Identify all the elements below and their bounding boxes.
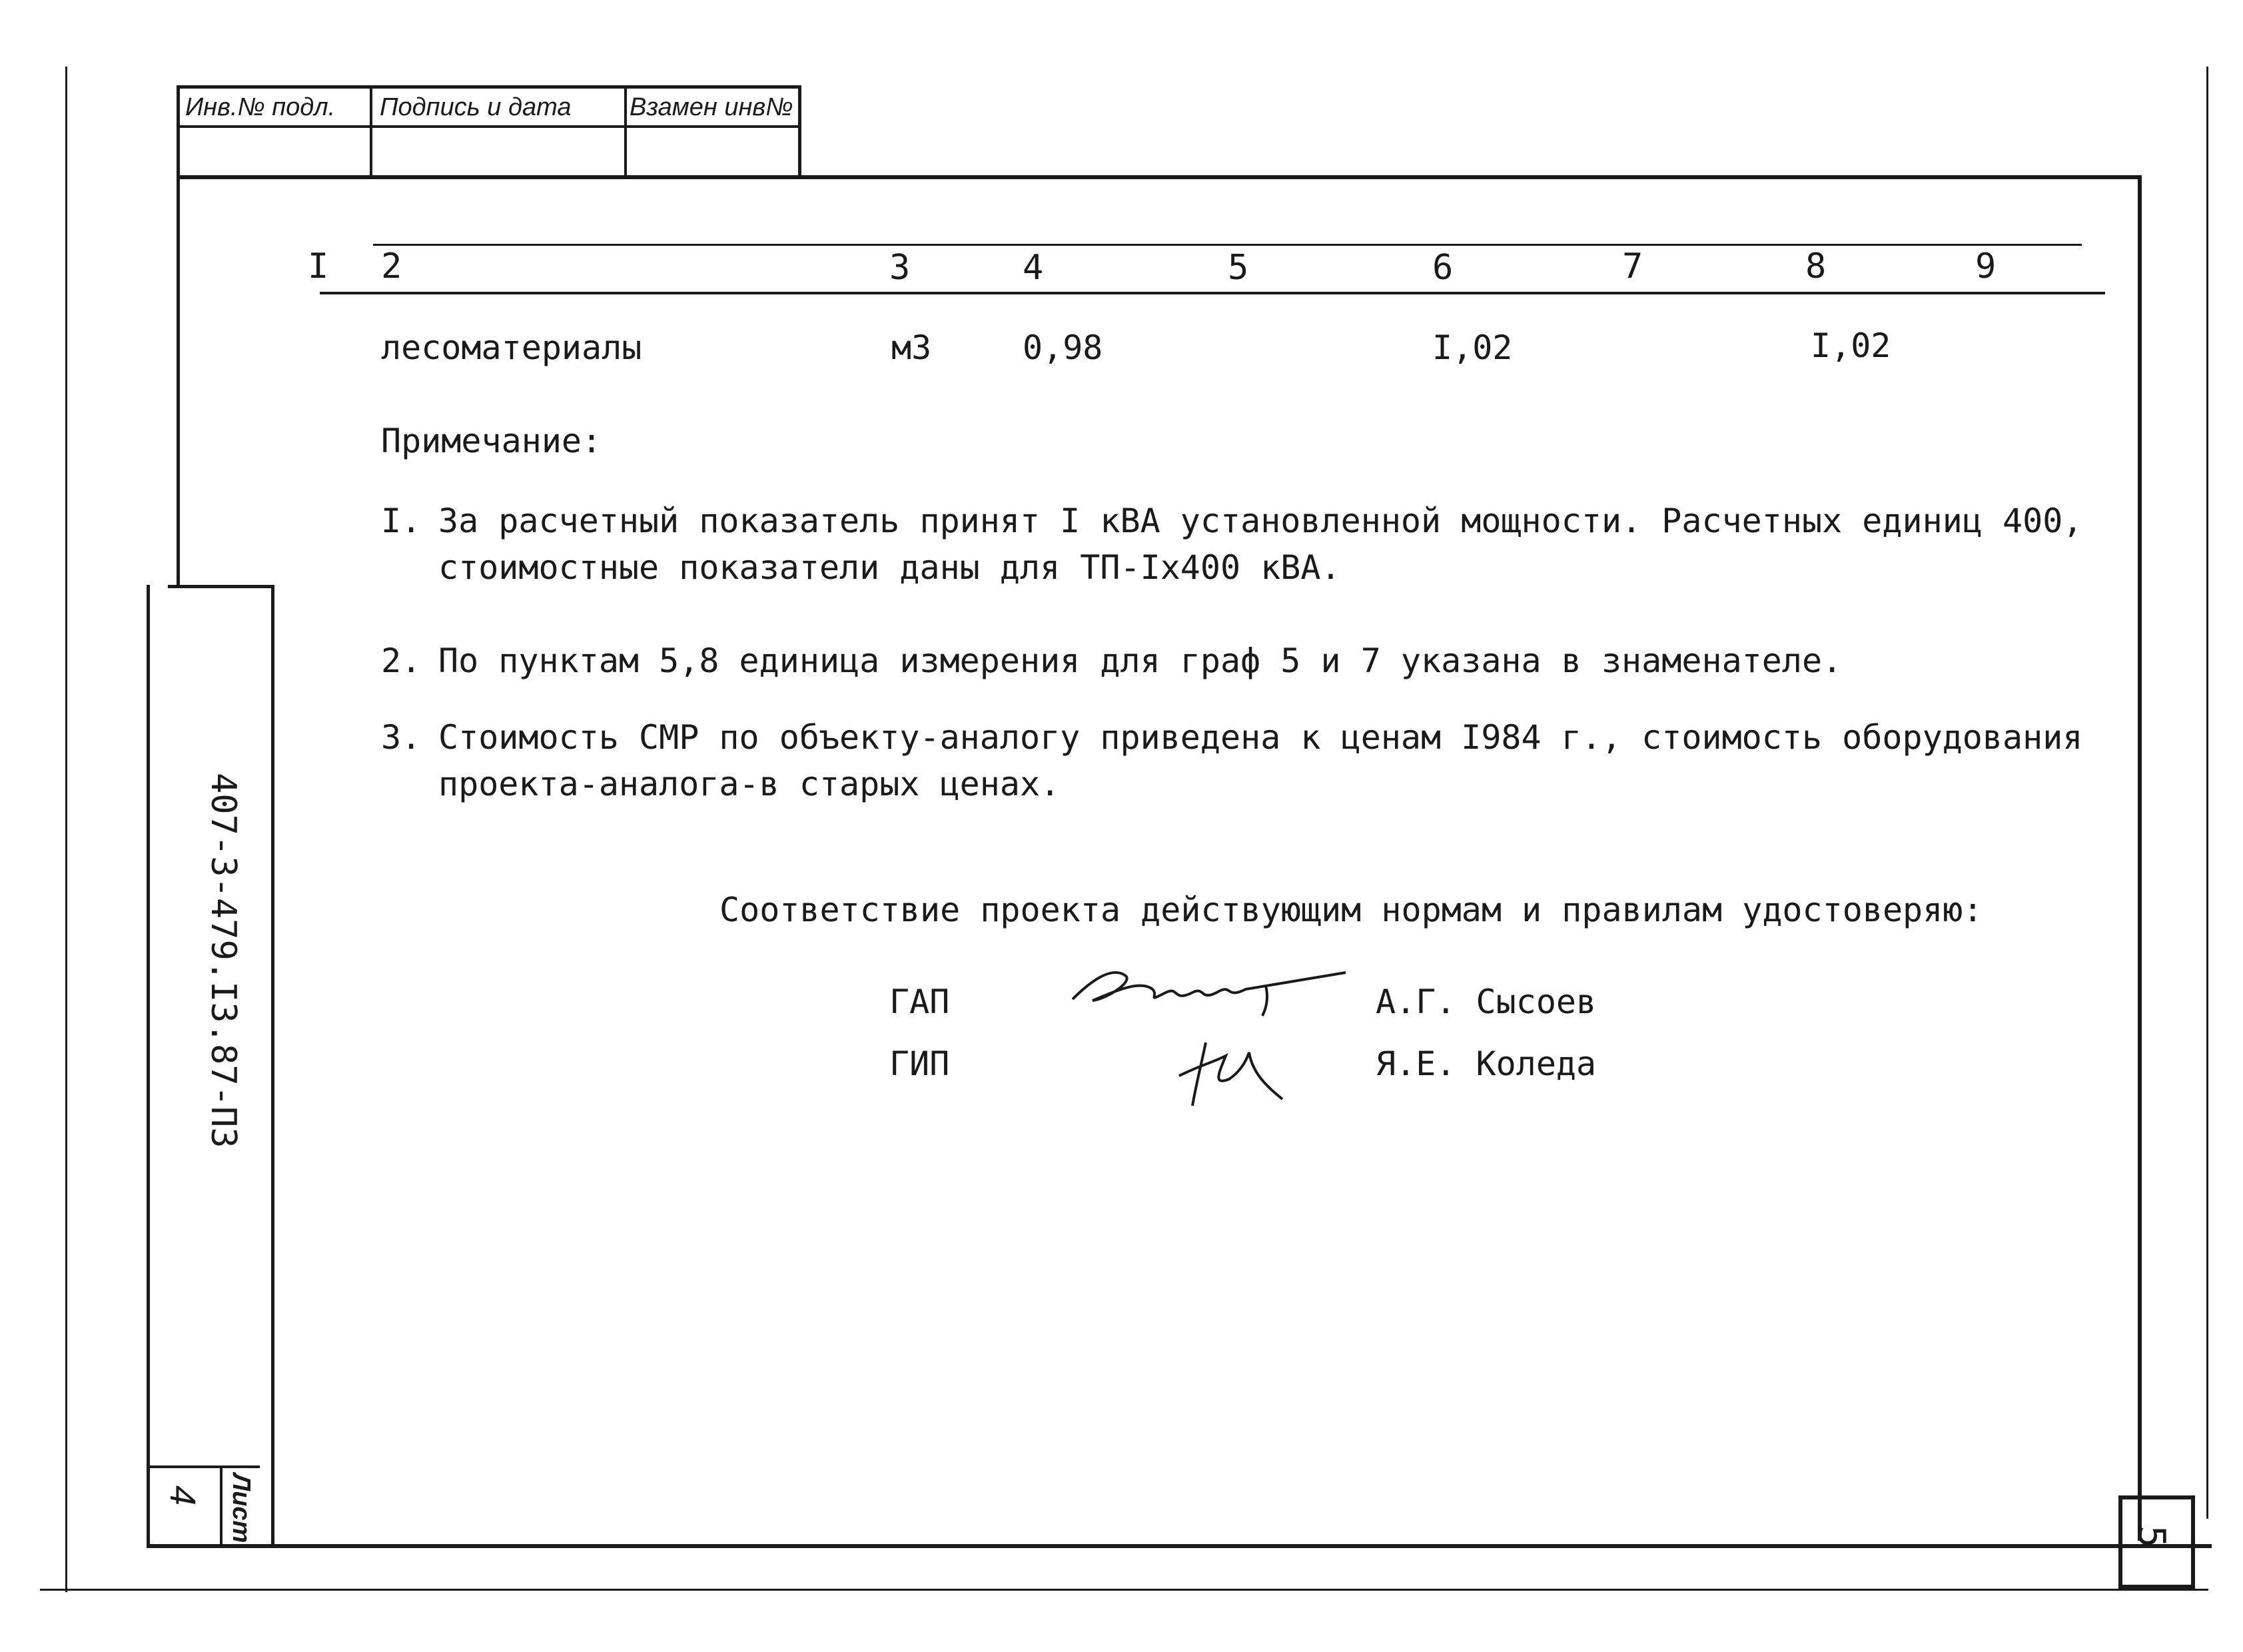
page-number: 5 <box>2130 1525 2173 1548</box>
frame-bottom <box>147 1544 2212 1548</box>
note-2-line1: По пунктам 5,8 единица измерения для граф 5 и 7 указана в знаменателе. <box>438 641 1843 680</box>
col-number-1: I <box>308 246 329 286</box>
row-name: лесоматериалы <box>381 328 642 367</box>
frame-top <box>177 175 2142 179</box>
top-stamp <box>177 85 801 179</box>
signer-role-gip: ГИП <box>889 1044 950 1083</box>
signer-name-gip: Я.Е. Коледа <box>1376 1044 1597 1083</box>
bottom-crop-line <box>40 1589 2208 1591</box>
certification-text: Соответствие проекта действующим нормам и правилам удостоверяю: <box>719 891 1983 929</box>
col-number-5: 5 <box>1228 248 1249 288</box>
signature-gap <box>1066 953 1359 1026</box>
doc-code: 407-3-479.I3.87-ПЗ <box>203 773 243 1148</box>
col-number-2: 2 <box>381 246 402 286</box>
signer-role-gap: ГАП <box>889 983 950 1021</box>
frame-left-upper <box>177 175 180 588</box>
note-2-num: 2. <box>381 641 422 680</box>
header-top-line <box>373 244 2082 246</box>
right-crop-line <box>2206 67 2208 1519</box>
row-unit: м3 <box>891 328 932 367</box>
note-1-num: I. <box>381 502 422 540</box>
row-col8: I,02 <box>1811 326 1891 365</box>
left-crop-line <box>65 67 67 1592</box>
sheet-label: Лист <box>227 1473 255 1543</box>
sheet-number: 4 <box>163 1485 203 1506</box>
stamp-replace-label: Взамен инв№ <box>630 94 793 121</box>
row-col6: I,02 <box>1432 328 1513 367</box>
header-bottom-line <box>320 292 2105 294</box>
col-number-6: 6 <box>1432 248 1454 288</box>
row-col4: 0,98 <box>1023 328 1103 367</box>
side-strip-left <box>147 585 150 1546</box>
note-1-line2: стоимостные показатели даны для ТП-Iх400 кВА. <box>438 548 1341 587</box>
note-3-line1: Стоимость СМР по объекту-аналогу приведена к ценам I984 г., стоимость оборудования <box>438 718 2083 757</box>
signature-gip <box>1166 1026 1299 1112</box>
note-1-line1: За расчетный показатель принят I кВА установленной мощности. Расчетных единиц 400, <box>438 502 2083 540</box>
col-number-4: 4 <box>1023 248 1044 288</box>
col-number-3: 3 <box>889 248 911 288</box>
stamp-inv-label: Инв.№ подл. <box>185 94 336 121</box>
notes-heading: Примечание: <box>381 422 602 460</box>
sheet-box <box>150 1465 260 1545</box>
col-number-9: 9 <box>1975 246 1997 286</box>
note-3-line2: проекта-аналога-в старых ценах. <box>438 765 1061 803</box>
signer-name-gap: А.Г. Сысоев <box>1376 983 1597 1021</box>
note-3-num: 3. <box>381 718 422 757</box>
col-number-8: 8 <box>1805 246 1827 286</box>
stamp-sign-label: Подпись и дата <box>380 94 572 121</box>
col-number-7: 7 <box>1622 246 1643 286</box>
frame-right <box>2138 175 2142 1541</box>
